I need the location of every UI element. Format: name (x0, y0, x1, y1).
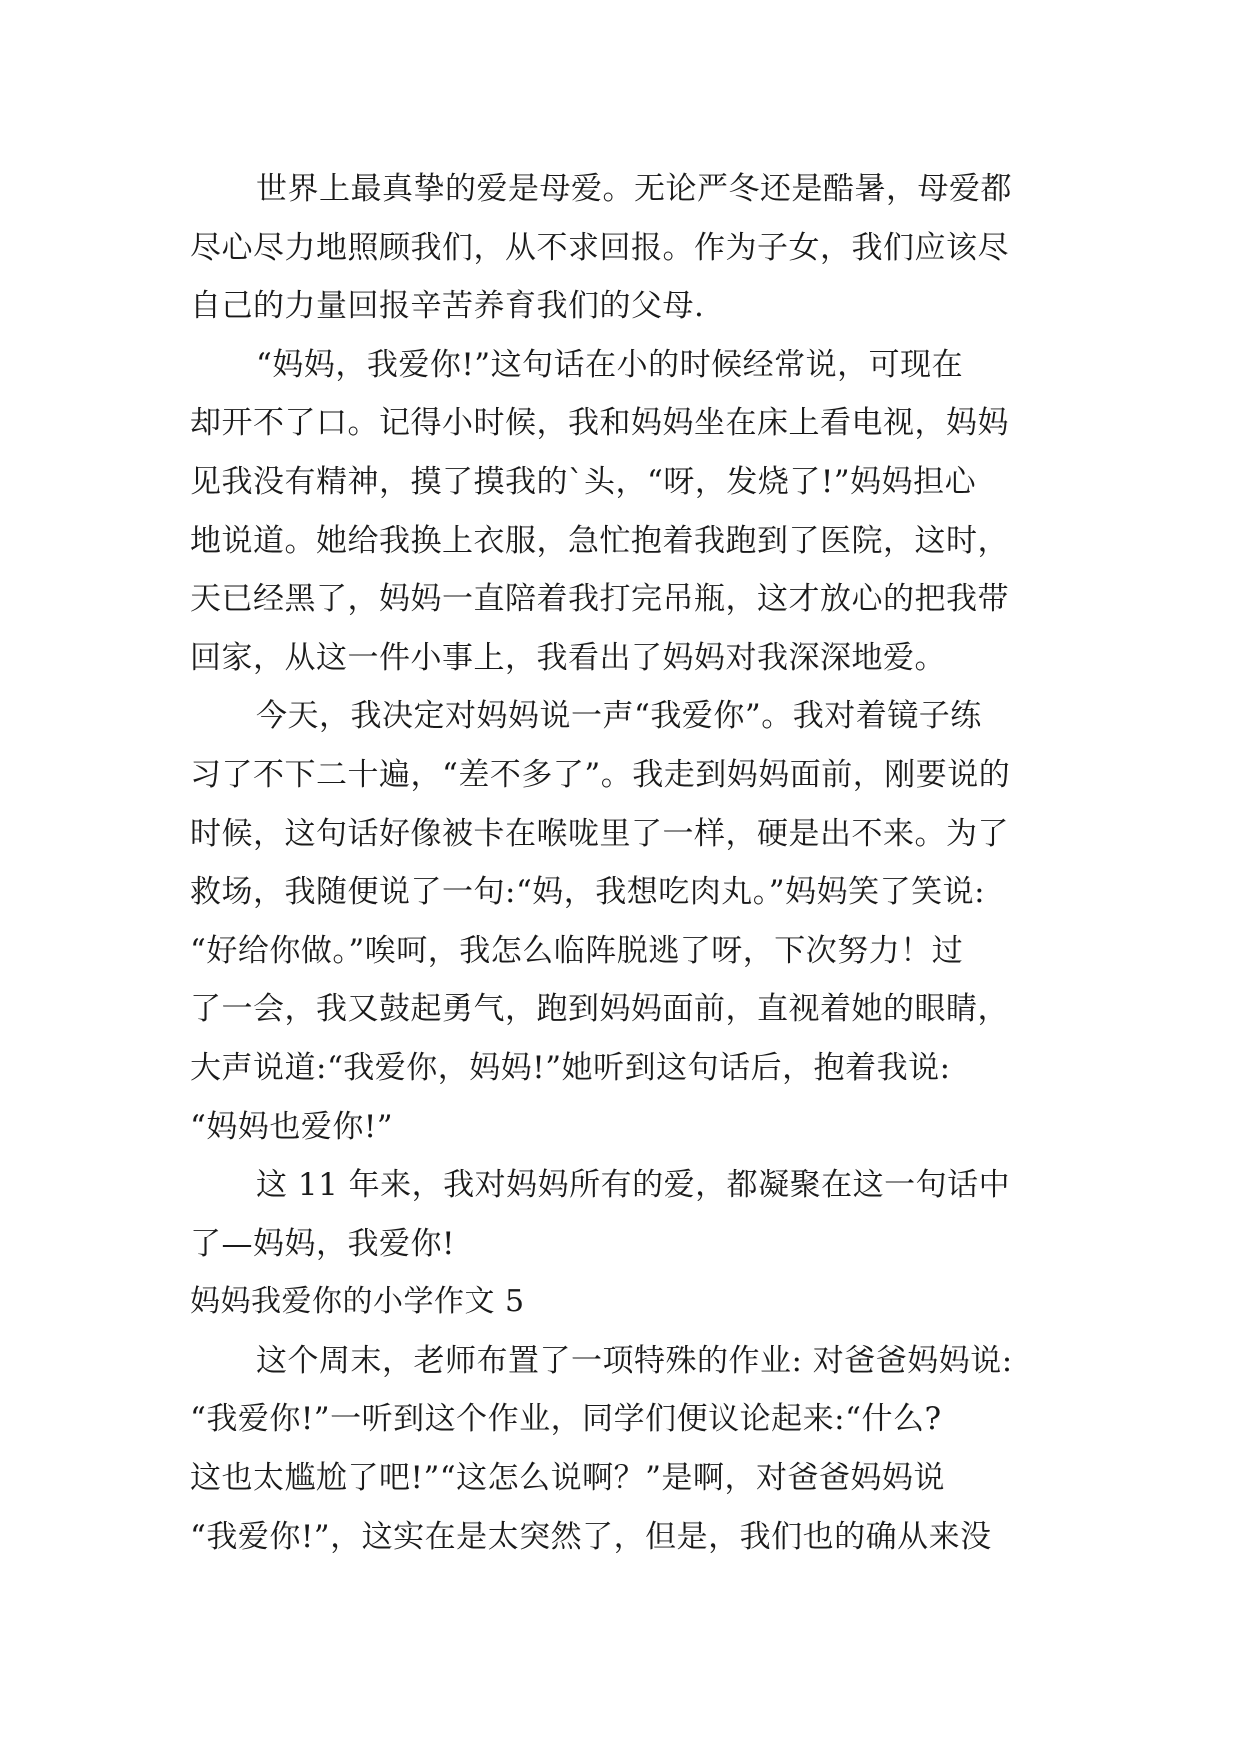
text-line: 这 11 年来，我对妈妈所有的爱，都凝聚在这一句话中 (256, 1167, 1011, 1204)
text-line: “妈妈也爱你!” (190, 1108, 394, 1145)
paragraph (190, 1332, 1050, 1566)
paragraph (190, 687, 1050, 1156)
text-line: 了一会，我又鼓起勇气，跑到妈妈面前，直视着她的眼睛， (190, 991, 1009, 1028)
text-line: 这也太尴尬了吧!”“这怎么说啊？”是啊，对爸爸妈妈说 (190, 1460, 945, 1497)
text-line: “妈妈，我爱你!”这句话在小的时候经常说，可现在 (256, 346, 964, 383)
text-line: 了—妈妈，我爱你! (190, 1225, 455, 1262)
text-line: 时候，这句话好像被卡在喉咙里了一样，硬是出不来。为了 (190, 815, 1009, 852)
text-line: 大声说道:“我爱你，妈妈!”她听到这句话后，抱着我说: (190, 1049, 951, 1086)
text-line: 习了不下二十遍，“差不多了”。我走到妈妈面前，刚要说的 (190, 756, 1011, 793)
text-line: 尽心尽力地照顾我们，从不求回报。作为子女，我们应该尽 (190, 229, 1009, 266)
text-line: 天已经黑了，妈妈一直陪着我打完吊瓶，这才放心的把我带 (190, 581, 1009, 618)
text-line: 自己的力量回报辛苦养育我们的父母. (190, 288, 705, 325)
text-line: 救场，我随便说了一句:“妈，我想吃肉丸。”妈妈笑了笑说: (190, 874, 986, 911)
paragraph (190, 160, 1050, 336)
text-line: “我爱你!”，这实在是太突然了，但是，我们也的确从来没 (190, 1518, 992, 1555)
text-line: “好给你做。”唉呵，我怎么临阵脱逃了呀，下次努力！过 (190, 932, 964, 969)
document-page (190, 160, 1050, 1566)
text-line: “我爱你!”一听到这个作业，同学们便议论起来:“什么? (190, 1401, 942, 1438)
text-line: 今天，我决定对妈妈说一声“我爱你”。我对着镜子练 (256, 698, 982, 735)
paragraph (190, 336, 1050, 688)
paragraph (190, 1156, 1050, 1273)
text-line: 这个周末，老师布置了一项特殊的作业: 对爸爸妈妈说: (256, 1342, 1013, 1379)
text-line: 却开不了口。记得小时候，我和妈妈坐在床上看电视，妈妈 (190, 405, 1009, 442)
text-line: 回家，从这一件小事上，我看出了妈妈对我深深地爱。 (190, 639, 946, 676)
text-line: 地说道。她给我换上衣服，急忙抱着我跑到了医院，这时， (190, 522, 1009, 559)
text-line: 见我没有精神，摸了摸我的`头，“呀，发烧了!”妈妈担心 (190, 463, 977, 500)
section-title: 妈妈我爱你的小学作文 5 (190, 1284, 525, 1320)
text-line: 世界上最真挚的爱是母爱。无论严冬还是酷暑，母爱都 (256, 171, 1012, 207)
